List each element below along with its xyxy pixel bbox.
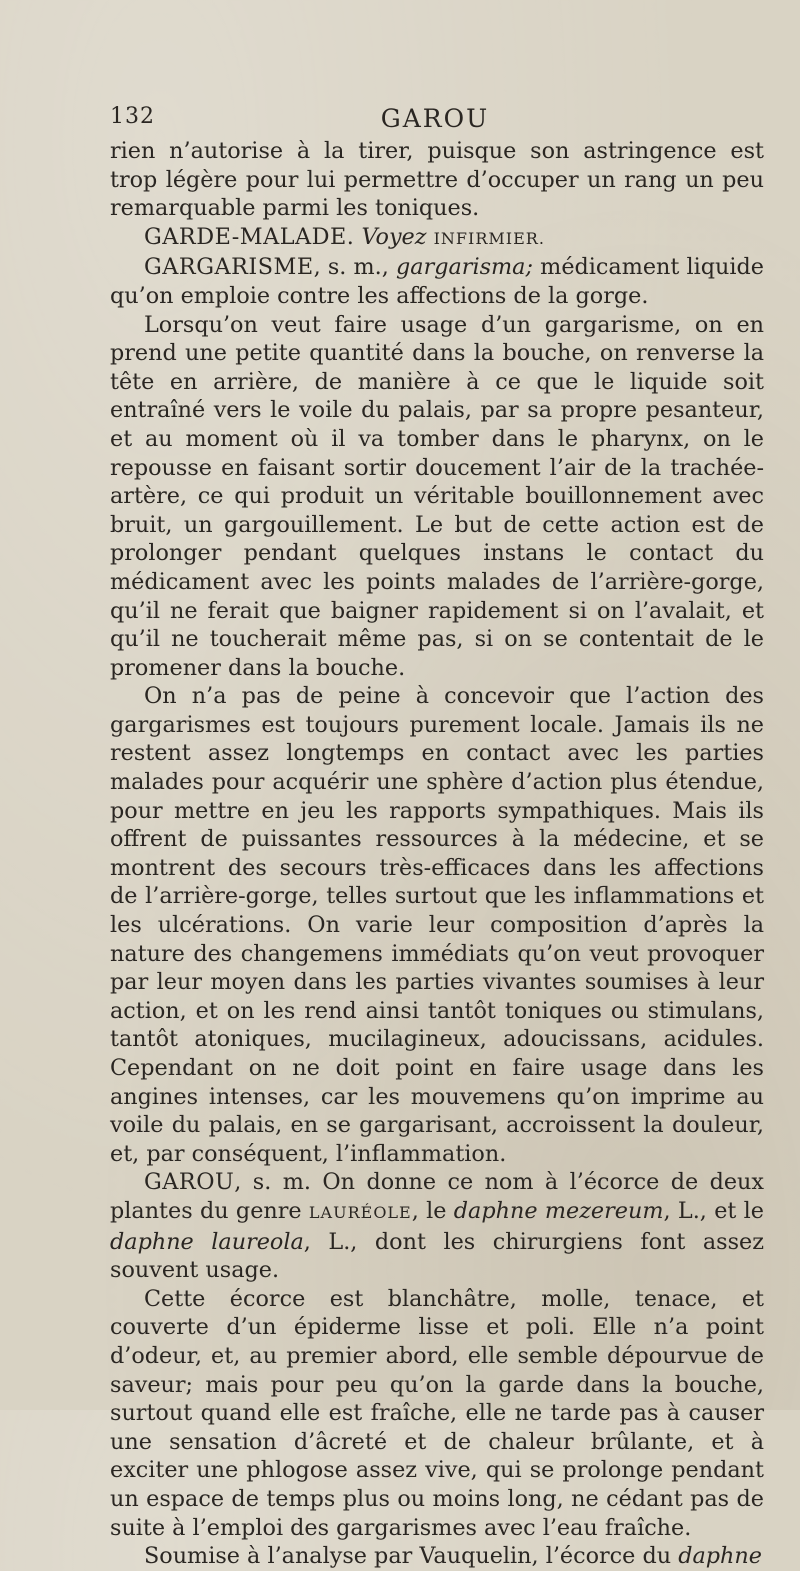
paragraph: On n’a pas de peine à concevoir que l’action des gargarismes est toujours purement locale. Jamais ils ne restent assez longtemps en contact avec les parties malades pour acquérir une sphère d’action plus étendue, pour mettre en jeu les rapports sympathiques. Mais ils offrent de puissantes ressources à la médecine, et se montrent des secours très-efficaces dans les affections de l’arrière-gorge, telles surtout que les inflammations et les ulcérations. On varie leur composition d’après la nature des changemens immédiats qu’on veut provoquer par leur moyen dans les parties vivantes soumises à leur action, et on les rend ainsi tantôt toniques ou stimulans, tantôt atoniques, mucilagineux, adoucissans, acidules. Cependant on ne doit point en faire usage dans les angines intenses, car les mouvemens qu’on imprime au voile du palais, en se gargarisant, accroissent la douleur, et, par conséquent, l’inflammation. bbox=[110, 683, 764, 1167]
entry-garde-malade bbox=[110, 223, 764, 254]
entry-text: , le bbox=[411, 1197, 454, 1224]
entry-text: , L., dont les chirurgiens font assez souvent usage. bbox=[110, 1228, 764, 1284]
paragraph-continuation: rien n’autorise à la tirer, puisque son astringence est trop légère pour lui permettre d’occuper un rang un peu remarquable parmi les toniques. bbox=[110, 138, 764, 222]
definition: médicament liquide qu’on emploie contre les affections de la gorge. bbox=[110, 254, 765, 309]
page-number: 132 bbox=[110, 104, 155, 129]
running-title: GAROU bbox=[380, 104, 490, 133]
entry-text: , L., et le bbox=[663, 1197, 764, 1224]
species-name: daphne mezereum bbox=[453, 1197, 664, 1224]
entry-gargarisme bbox=[110, 253, 764, 310]
headword: GAROU bbox=[144, 1169, 235, 1196]
cross-reference-label: Voyez bbox=[361, 223, 427, 250]
paragraph-text: Soumise à l’analyse par Vauquelin, l’écorce du bbox=[144, 1543, 679, 1570]
genus-name: LAURÉOLE bbox=[308, 1202, 412, 1222]
entry-text: , s. m. On donne ce nom à l’écorce de deux plantes du genre bbox=[110, 1169, 764, 1224]
page-header bbox=[110, 104, 760, 140]
grammar-note: , s. m., bbox=[313, 254, 389, 281]
paragraph: Lorsqu’on veut faire usage d’un gargarisme, on en prend une petite quantité dans la bouche, on renverse la tête en arrière, de manière à ce que le liquide soit entraîné vers le voile du palais, par sa propre pesanteur, et au moment où il va tomber dans le pharynx, on le repousse en faisant sortir doucement l’air de la trachée-artère, ce qui produit un véritable bouillonnement avec bruit, un gargouillement. Le but de cette action est de prolonger pendant quelques instans le contact du médicament avec les points malades de l’arrière-gorge, qu’il ne ferait que baigner rapidement si on l’avalait, et qu’il ne toucherait même pas, si on se contentait de le promener dans la bouche. bbox=[110, 311, 764, 681]
paragraph: Cette écorce est blanchâtre, molle, tenace, et couverte d’un épiderme lisse et poli. Elle n’a point d’odeur, et, au premier abord, elle semble dépourvue de saveur; mais pour peu qu’on la garde dans la bouche, surtout quand elle est fraîche, elle ne tarde pas à causer une sensation d’âcreté et de chaleur brûlante, et à exciter une phlogose assez vive, qui se prolonge pendant un espace de temps plus ou moins long, ne cédant pas de suite à l’emploi des gargarismes avec l’eau fraîche. bbox=[110, 1285, 764, 1541]
entry-garou bbox=[110, 1168, 764, 1284]
cross-reference-target: INFIRMIER. bbox=[433, 228, 545, 248]
body-text bbox=[110, 137, 764, 1571]
paragraph-last bbox=[110, 1542, 764, 1571]
species-name: daphne bbox=[678, 1543, 762, 1570]
headword: GARGARISME bbox=[144, 254, 314, 281]
species-name: daphne laureola bbox=[110, 1228, 304, 1255]
latin-term: gargarisma; bbox=[396, 254, 533, 281]
headword: GARDE-MALADE. bbox=[144, 223, 355, 250]
